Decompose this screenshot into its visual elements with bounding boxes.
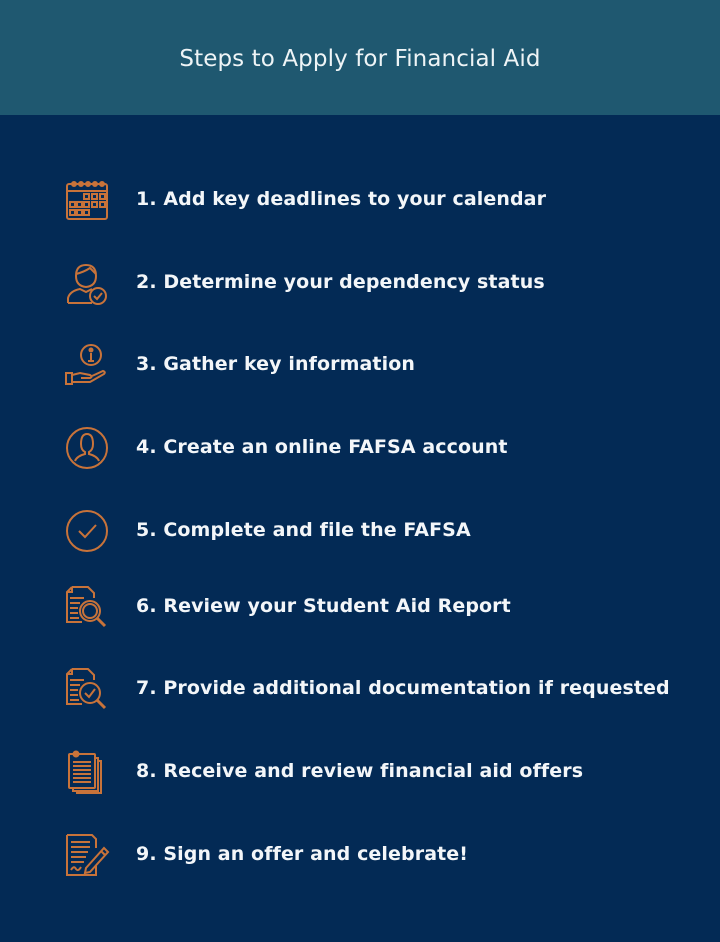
step-item — [0, 252, 720, 312]
user-check-icon — [64, 260, 110, 306]
step-item — [0, 741, 720, 801]
step-label: 8. Receive and review financial aid offers — [136, 760, 584, 782]
document-sign-icon — [64, 832, 110, 878]
document-check-icon — [64, 666, 110, 712]
step-item — [0, 334, 720, 394]
step-item — [0, 417, 720, 477]
step-label: 3. Gather key information — [136, 353, 415, 375]
step-label: 5. Complete and file the FAFSA — [136, 519, 471, 541]
page-title: Steps to Apply for Financial Aid — [179, 45, 541, 72]
step-label: 7. Provide additional documentation if requested — [136, 677, 670, 699]
step-item — [0, 824, 720, 884]
step-item — [0, 169, 720, 229]
step-item — [0, 576, 720, 636]
check-circle-icon — [64, 508, 110, 554]
step-item — [0, 658, 720, 718]
steps-list — [0, 115, 720, 942]
step-label: 6. Review your Student Aid Report — [136, 595, 511, 617]
header-banner — [0, 0, 720, 115]
hand-info-icon — [64, 342, 110, 388]
step-label: 2. Determine your dependency status — [136, 271, 545, 293]
step-label: 1. Add key deadlines to your calendar — [136, 188, 547, 210]
documents-stack-icon — [64, 749, 110, 795]
document-search-icon — [64, 584, 110, 630]
calendar-icon — [64, 177, 110, 223]
step-label: 9. Sign an offer and celebrate! — [136, 843, 469, 865]
step-label: 4. Create an online FAFSA account — [136, 436, 508, 458]
step-item — [0, 500, 720, 560]
user-circle-icon — [64, 425, 110, 471]
